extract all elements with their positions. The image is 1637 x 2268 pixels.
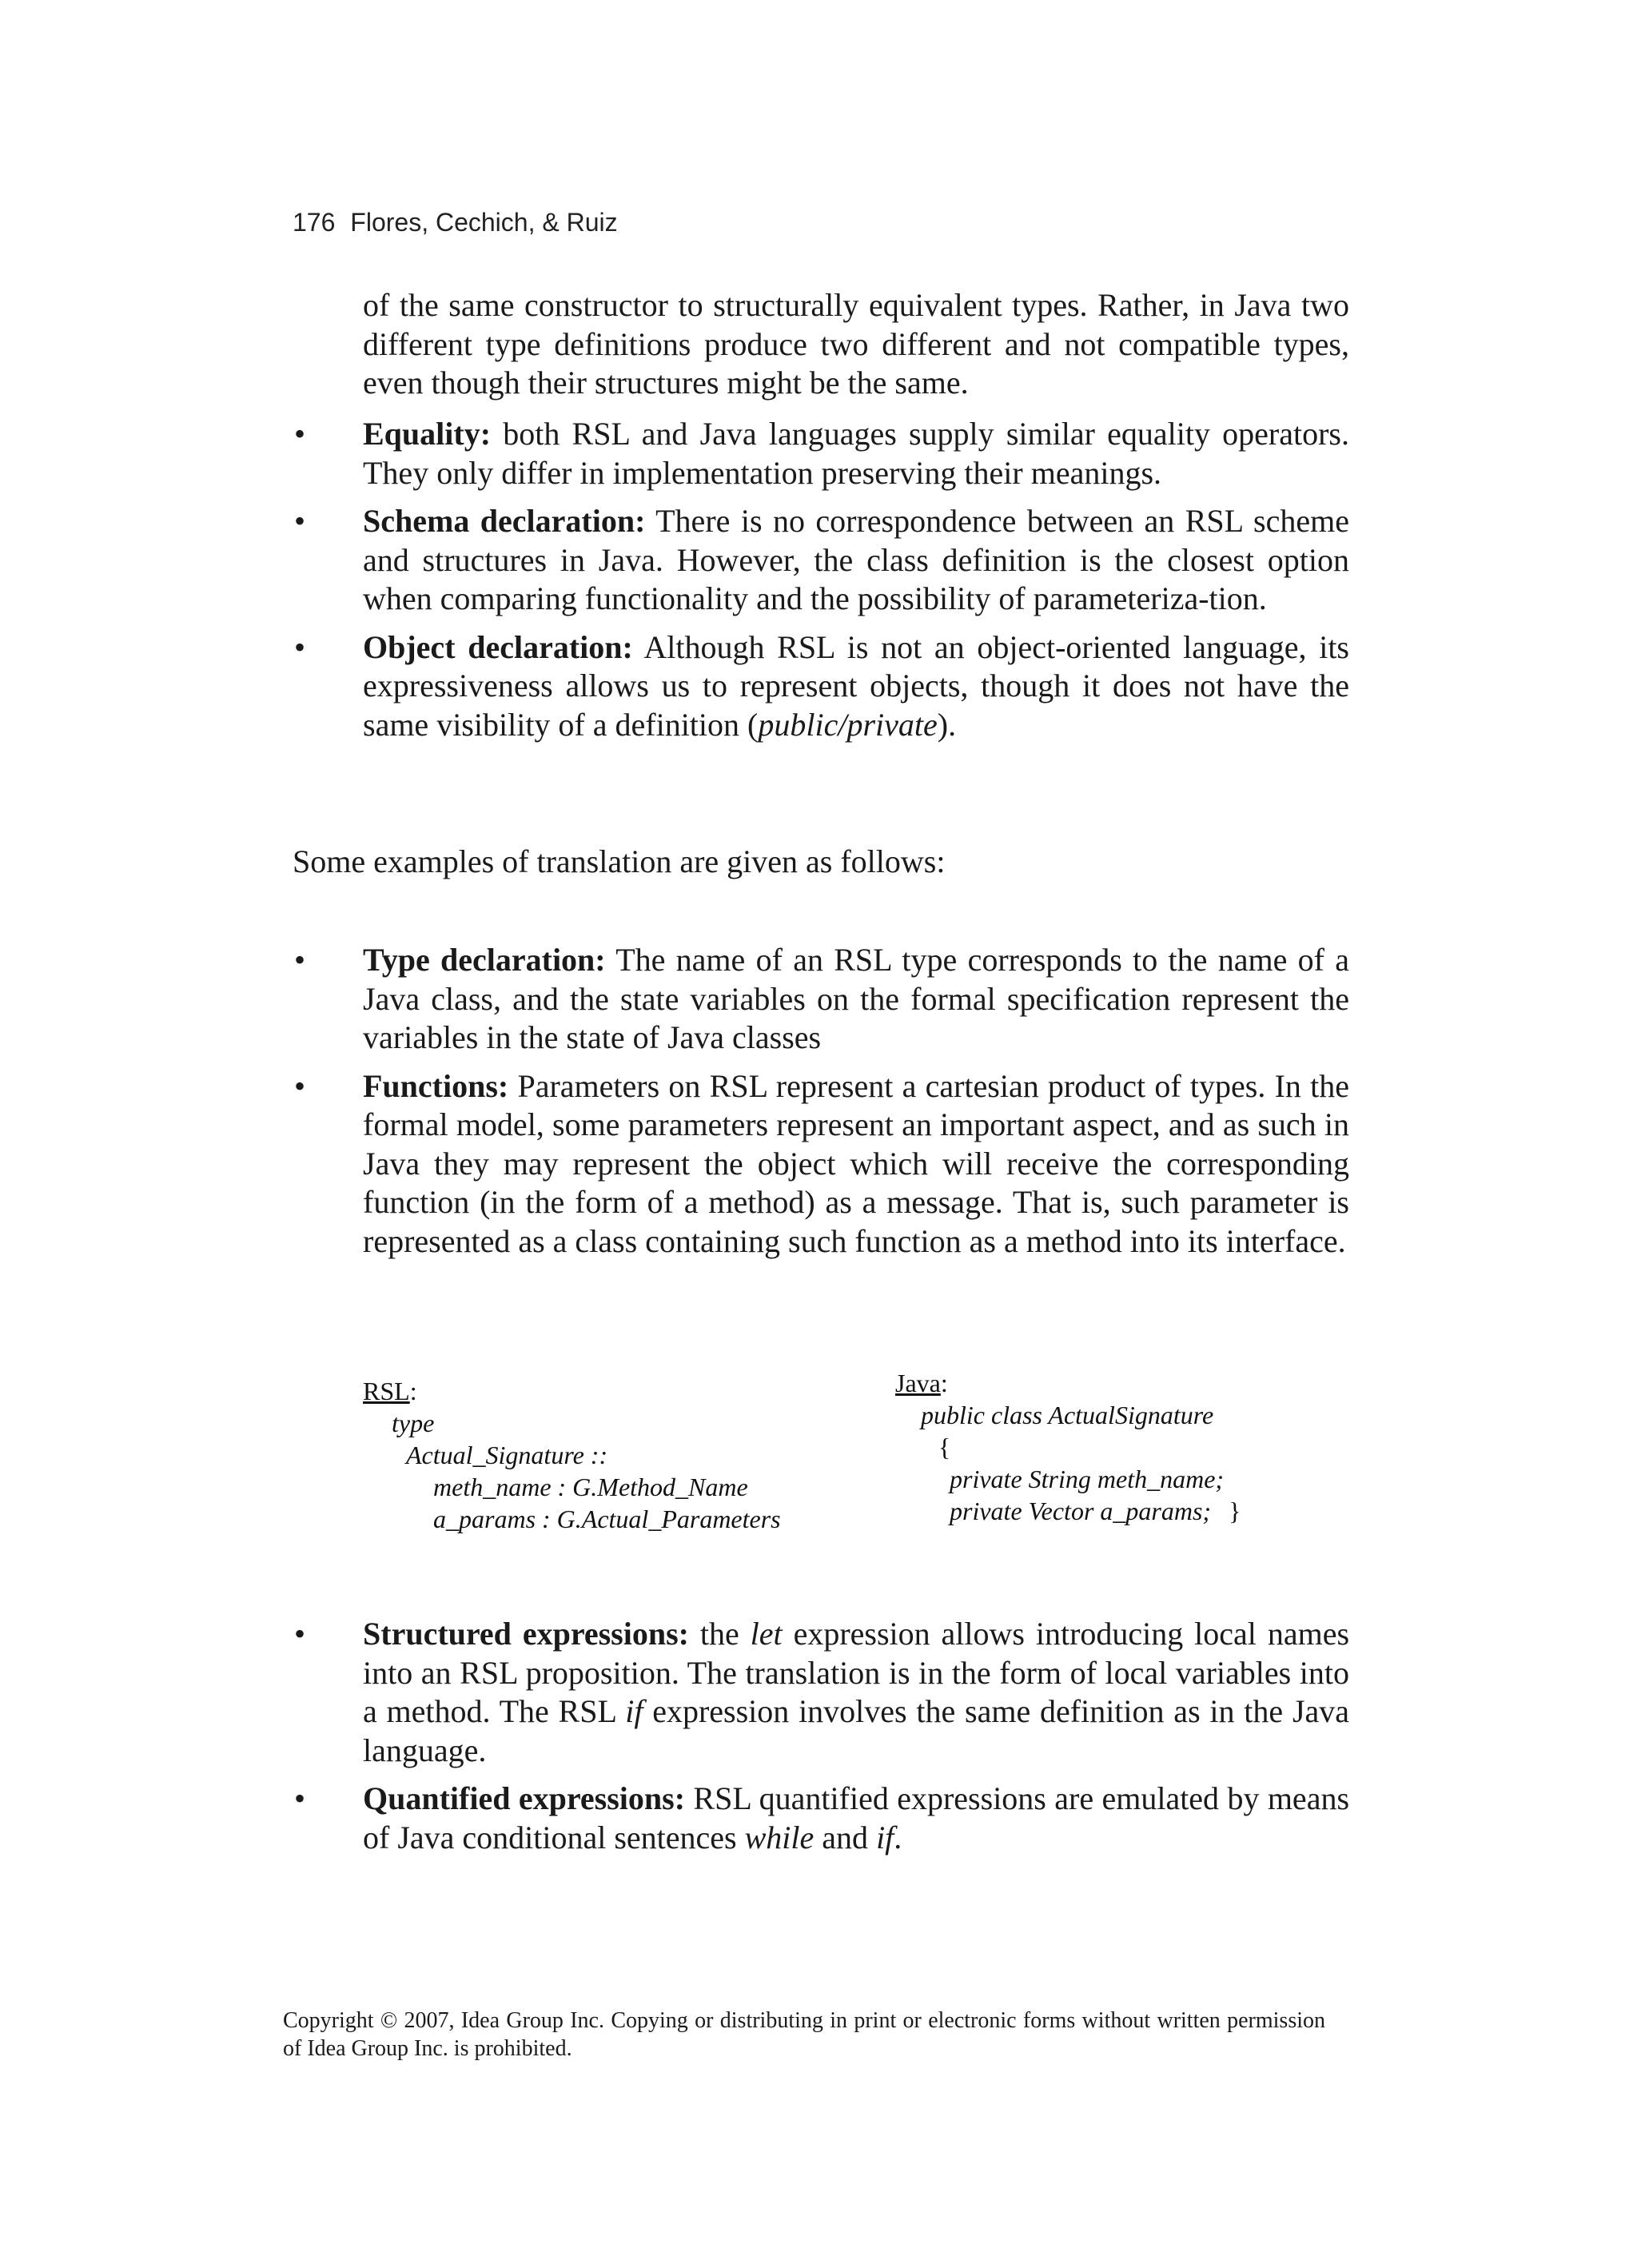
bullet-icon: • [294,1616,306,1652]
rsl-code-example [363,1375,781,1535]
rsl-code-heading [363,1375,781,1407]
list-item-italic: while [744,1819,815,1855]
code-line: { [938,1433,951,1461]
list-item [293,1780,1349,1857]
java-code-example [895,1367,1241,1527]
bullet-list-translation [293,941,1349,1270]
header-authors: Flores, Cechich, & Ruiz [350,208,618,237]
list-item-text [363,1780,1349,1857]
java-label: Java [895,1369,941,1397]
list-item-body: expression allows introducing local names into an RSL proposition. The translation is in the form of local variables into a method. The RSL [363,1616,1350,1729]
copyright-notice: Copyright © 2007, Idea Group Inc. Copying or distributing in print or electronic forms without written permission of Idea Group Inc. is prohibited. [283,2008,1325,2061]
code-line [895,1495,1241,1527]
bullet-icon: • [294,416,306,452]
list-item-text [363,628,1349,745]
list-item-body-end: ). [937,706,957,743]
java-label-colon: : [940,1369,948,1397]
list-item-body: the [699,1616,739,1652]
bullet-icon: • [294,1067,306,1104]
list-item-term: Schema declaration: [363,503,646,539]
intro-sentence: Some examples of translation are given as follows: [293,843,946,879]
closing-brace: } [1229,1497,1241,1525]
rsl-label: RSL [363,1377,410,1405]
code-line: a_params : G.Actual_Parameters [433,1505,781,1533]
list-item-italic: if [876,1819,894,1855]
rsl-label-colon: : [409,1377,417,1405]
list-item-body: The name of an RSL type corresponds to the name of a Java class, and the state variables on the formal specification represent the variables in the state of Java classes [363,942,1349,1055]
list-item-term: Structured expressions: [363,1616,689,1652]
bullet-icon: • [294,1780,306,1816]
code-line-text: private Vector a_params; [950,1497,1212,1525]
list-item-text [363,415,1349,492]
list-item-body: and [822,1819,869,1855]
bullet-icon: • [294,942,306,978]
list-item [293,628,1349,745]
list-item-italic: public/private [758,706,938,743]
bullet-list-differences [293,415,1349,754]
list-item-body: both RSL and Java languages supply similar equality operators. They only differ in implementation preserving their meanings. [363,416,1349,491]
list-item-body-end: . [894,1819,902,1855]
list-item-term: Equality: [363,416,492,452]
continuation-paragraph: of the same constructor to structurally equivalent types. Rather, in Java two different type definitions produce two different and not compatible types, even though their structures might be the same. [363,287,1349,401]
code-line: private String meth_name; [950,1465,1225,1493]
java-code-heading [895,1367,1241,1399]
list-item [293,415,1349,492]
list-item-term: Functions: [363,1067,509,1104]
list-item-text [363,1615,1349,1770]
list-item [293,941,1349,1058]
list-item [293,1615,1349,1770]
list-item-text [363,502,1349,619]
list-item [293,1067,1349,1262]
page-number: 176 [293,208,336,237]
bullet-icon: • [294,628,306,665]
list-item-text [363,1067,1349,1262]
list-item-body: There is no correspondence between an RSL scheme and structures in Java. However, the class definition is the closest option when comparing functionality and the possibility of parameteriza-tion. [363,503,1349,616]
list-item-text [363,941,1349,1058]
code-line: Actual_Signature :: [406,1441,608,1469]
list-item-body: Parameters on RSL represent a cartesian product of types. In the formal model, some parameters represent an important aspect, and as such in Java they may represent the object which will receive the corresponding function (in the form of a method) as a message. That is, such parameter is represented as a class containing such function as a method into its interface. [363,1067,1349,1259]
list-item-body: RSL quantified expressions are emulated by means of Java conditional sentences [363,1780,1350,1855]
list-item [293,502,1349,619]
code-line: type [392,1409,435,1437]
list-item-term: Object declaration: [363,628,633,665]
running-header [293,206,618,238]
bullet-icon: • [294,503,306,539]
bullet-list-expressions [293,1615,1349,1867]
list-item-term: Type declaration: [363,942,606,978]
list-item-italic: if [625,1693,643,1729]
code-line: public class ActualSignature [921,1401,1214,1429]
list-item-term: Quantified expressions: [363,1780,686,1816]
list-item-body: expression involves the same definition as in the Java language. [363,1693,1350,1768]
list-item-body: Although RSL is not an object-oriented language, its expressiveness allows us to represent objects, though it does not have the same visibility of a definition ( [363,628,1350,743]
list-item-italic: let [750,1616,783,1652]
code-line: meth_name : G.Method_Name [433,1473,748,1501]
